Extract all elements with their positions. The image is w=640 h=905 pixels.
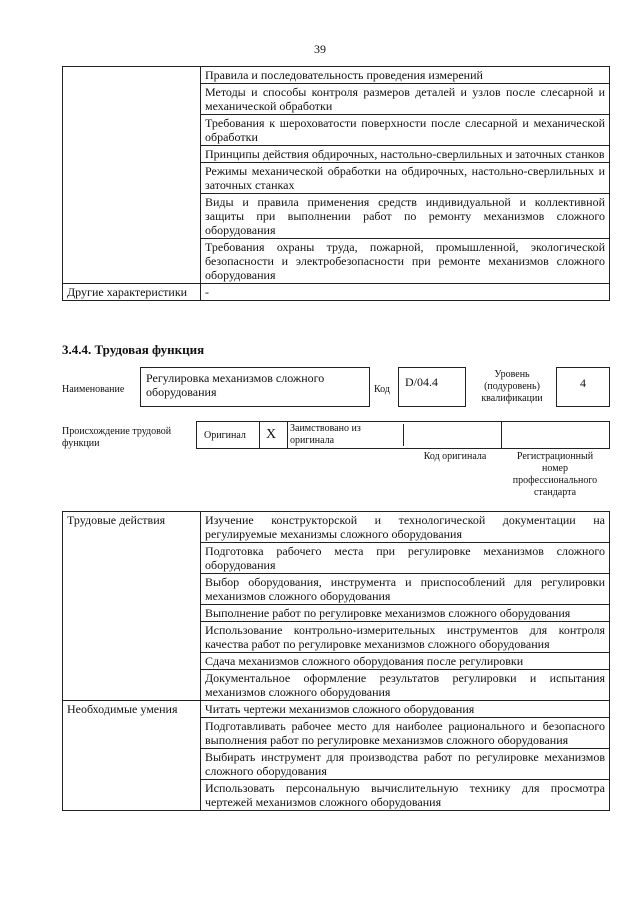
list-item: Выполнение работ по регулировке механизмов сложного оборудования	[201, 605, 609, 622]
row-items	[201, 284, 610, 301]
list-item: Методы и способы контроля размеров деталей и узлов после слесарной и механической обработки	[201, 84, 609, 115]
list-item: Требования охраны труда, пожарной, промышленной, экологической безопасности и электробезопасности при ремонте механизмов сложного оборудования	[205, 240, 605, 282]
list-item: Сдача механизмов сложного оборудования после регулировки	[201, 653, 609, 670]
code-value: D/04.4	[405, 375, 438, 389]
name-label: Наименование	[62, 384, 125, 395]
page-number: 39	[314, 42, 326, 56]
row-label: Другие характеристики	[63, 284, 201, 301]
list-item: Использование контрольно-измерительных инструментов для контроля качества работ по регулировке механизмов сложного оборудования	[201, 622, 609, 653]
row-label	[63, 67, 201, 284]
origin-box	[196, 421, 610, 449]
table-row	[63, 701, 610, 811]
row-items	[201, 701, 610, 811]
row-items	[201, 67, 610, 284]
list-item: Виды и правила применения средств индивидуальной и коллективной защиты при выполнении работ по ремонту механизмов сложного оборудования	[201, 194, 609, 239]
level-label: Уровень (подуровень) квалификации	[481, 369, 543, 404]
list-item: Использовать персональную вычислительную технику для просмотра чертежей механизмов сложного оборудования	[205, 781, 605, 809]
original-label: Оригинал	[204, 430, 246, 441]
list-item: Читать чертежи механизмов сложного оборудования	[201, 701, 609, 718]
level-box	[556, 367, 610, 407]
list-item: Подготовка рабочего места при регулировке механизмов сложного оборудования	[201, 543, 609, 574]
table-row	[63, 284, 610, 301]
row-label: Необходимые умения	[63, 701, 201, 811]
list-item: Требования к шероховатости поверхности после слесарной и механической обработки	[201, 115, 609, 146]
borrowed-label: Заимствовано из оригинала	[290, 423, 361, 446]
list-item: Выбирать инструмент для производства работ по регулировке механизмов сложного оборудования	[201, 749, 609, 780]
list-item: Подготавливать рабочее место для наиболее рационального и безопасного выполнения работ по регулировке механизмов сложного оборудования	[201, 718, 609, 749]
list-item: Выбор оборудования, инструмента и приспособлений для регулировки механизмов сложного оборудования	[201, 574, 609, 605]
row-label: Трудовые действия	[63, 512, 201, 701]
name-box	[140, 367, 370, 407]
section-title: 3.4.4. Трудовая функция	[62, 342, 205, 357]
level-value: 4	[580, 376, 586, 390]
code-label: Код	[374, 384, 390, 395]
list-item: Правила и последовательность проведения измерений	[201, 67, 609, 84]
table-row	[63, 67, 610, 284]
code-box	[398, 367, 466, 407]
row-items	[201, 512, 610, 701]
reg-number-caption: Регистрационный номер профессионального стандарта	[512, 451, 598, 498]
code-original-caption: Код оригинала	[423, 451, 487, 462]
top-table	[62, 66, 610, 301]
list-item: Документальное оформление результатов регулировки и испытания механизмов сложного оборудования	[205, 671, 605, 699]
name-value: Регулировка механизмов сложного оборудования	[146, 371, 325, 399]
original-mark: X	[266, 427, 277, 442]
list-item: Изучение конструкторской и технологической документации на регулируемые механизмы сложного оборудования	[201, 512, 609, 543]
table-row	[63, 512, 610, 701]
list-item: Режимы механической обработки на обдирочных, настольно-сверлильных и заточных станках	[201, 163, 609, 194]
list-item: -	[205, 285, 209, 299]
origin-label: Происхождение трудовой функции	[62, 426, 172, 449]
bottom-table	[62, 511, 610, 811]
list-item: Принципы действия обдирочных, настольно-сверлильных и заточных станков	[201, 146, 609, 163]
